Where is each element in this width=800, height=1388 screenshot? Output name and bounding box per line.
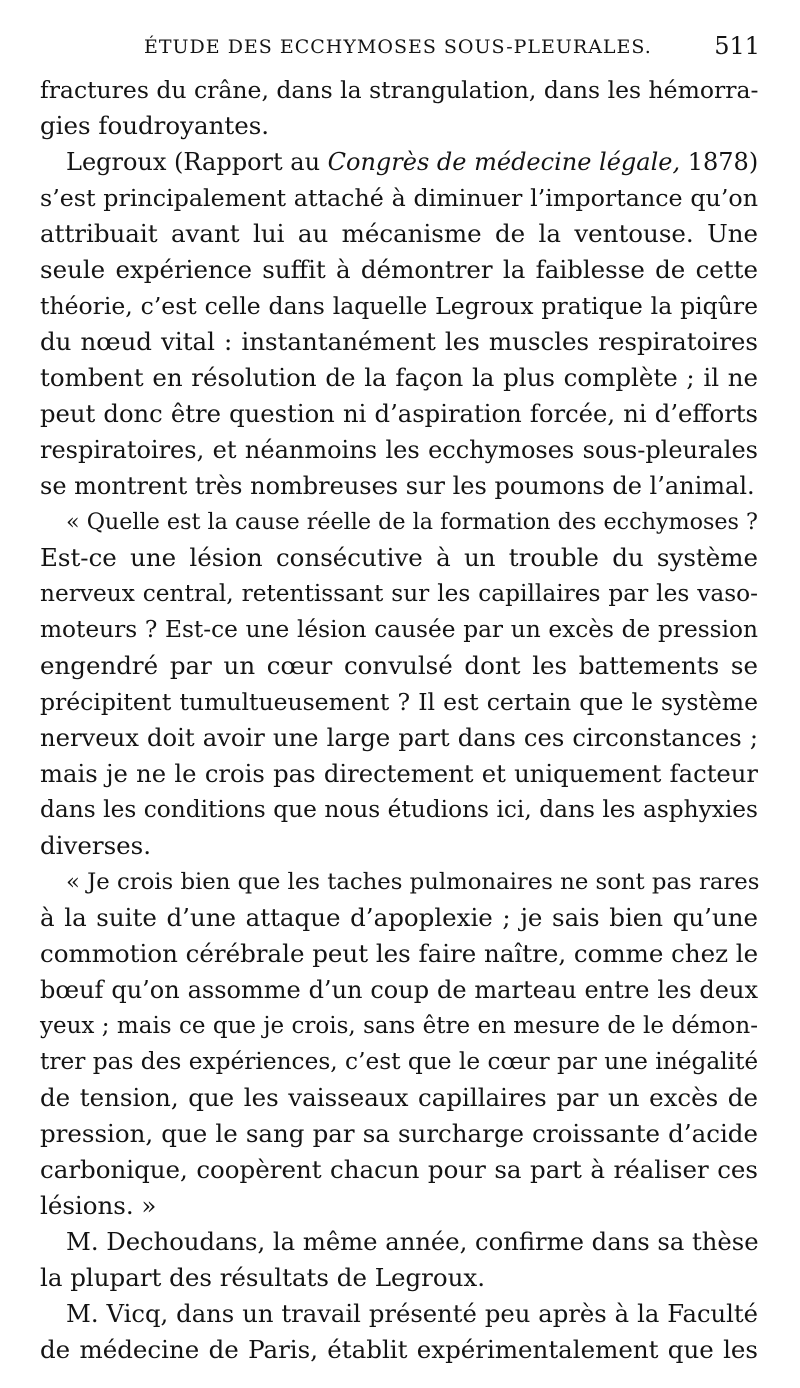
text-line: pression, que le sang par sa surcharge croissante d’acide — [40, 1119, 758, 1148]
text-line: se montrent très nombreuses sur les poumons de l’animal. — [40, 472, 755, 500]
text-line: théorie, c’est celle dans laquelle Legroux pratique la piqûre — [40, 292, 758, 320]
text-line: bœuf qu’on assomme d’un coup de marteau entre les deux — [40, 976, 758, 1004]
journal-title: Congrès de médecine légale, — [327, 148, 681, 176]
text-line: respiratoires, et néanmoins les ecchymoses sous-pleurales — [40, 436, 758, 464]
text-line: « Quelle est la cause réelle de la formation des ecchymoses ? — [66, 509, 758, 535]
text-line: attribuait avant lui au mécanisme de la ventouse. Une — [40, 219, 758, 248]
text-line: gies foudroyantes. — [40, 111, 270, 140]
page-number: 511 — [714, 32, 760, 60]
text-line: la plupart des résultats de Legroux. — [40, 1263, 486, 1292]
text-line: « Je crois bien que les taches pulmonaires ne sont pas rares — [66, 869, 760, 895]
text-line: mais je ne le crois pas directement et uniquement facteur — [40, 759, 758, 788]
text-line: nerveux doit avoir une large part dans ces circonstances ; — [40, 723, 758, 752]
text-line: fractures du crâne, dans la strangulation, dans les hémorra- — [40, 76, 759, 104]
text-line: M. Dechoudans, la même année, confirme dans sa thèse — [66, 1227, 759, 1256]
page-header — [40, 30, 760, 70]
text-line: Est-ce une lésion consécutive à un trouble du système — [40, 543, 758, 572]
running-title: ÉTUDE DES ECCHYMOSES SOUS-PLEURALES. — [144, 36, 652, 58]
text-line: commotion cérébrale peut les faire naître, comme chez le — [40, 939, 759, 968]
text-line: yeux ; mais ce que je crois, sans être en mesure de le démon- — [40, 1013, 758, 1039]
text-line: Legroux (Rapport au Congrès de médecine légale, 1878) — [66, 148, 759, 176]
text-line: engendré par un cœur convulsé dont les battements se — [40, 651, 758, 680]
text-line: carbonique, coopèrent chacun pour sa part à réaliser ces — [40, 1155, 758, 1184]
text-line: précipitent tumultueusement ? Il est certain que le système — [40, 688, 758, 716]
text-line: M. Vicq, dans un travail présenté peu après à la Faculté — [66, 1299, 758, 1328]
text-line: de tension, que les vaisseaux capillaires par un excès de — [40, 1083, 758, 1112]
text-line: trer pas des expériences, c’est que le cœur par une inégalité — [40, 1048, 759, 1075]
text-line: nerveux central, retentissant sur les capillaires par les vaso- — [40, 580, 758, 607]
text-line: dans les conditions que nous étudions ici, dans les asphyxies — [40, 796, 758, 823]
text-line: tombent en résolution de la façon la plus complète ; il ne — [40, 363, 758, 392]
text-line: moteurs ? Est-ce une lésion causée par un excès de pression — [40, 616, 758, 643]
text-line: seule expérience suffit à démontrer la faiblesse de cette — [40, 255, 758, 284]
text-line: du nœud vital : instantanément les muscles respiratoires — [40, 327, 758, 356]
text-line: peut donc être question ni d’aspiration forcée, ni d’efforts — [40, 399, 758, 428]
text-line: à la suite d’une attaque d’apoplexie ; je sais bien qu’une — [40, 903, 758, 932]
text-line: s’est principalement attaché à diminuer l’importance qu’on — [40, 184, 758, 212]
text-line: lésions. » — [40, 1191, 157, 1220]
text-line: diverses. — [40, 831, 152, 860]
text-line: de médecine de Paris, établit expérimentalement que les — [40, 1335, 758, 1364]
